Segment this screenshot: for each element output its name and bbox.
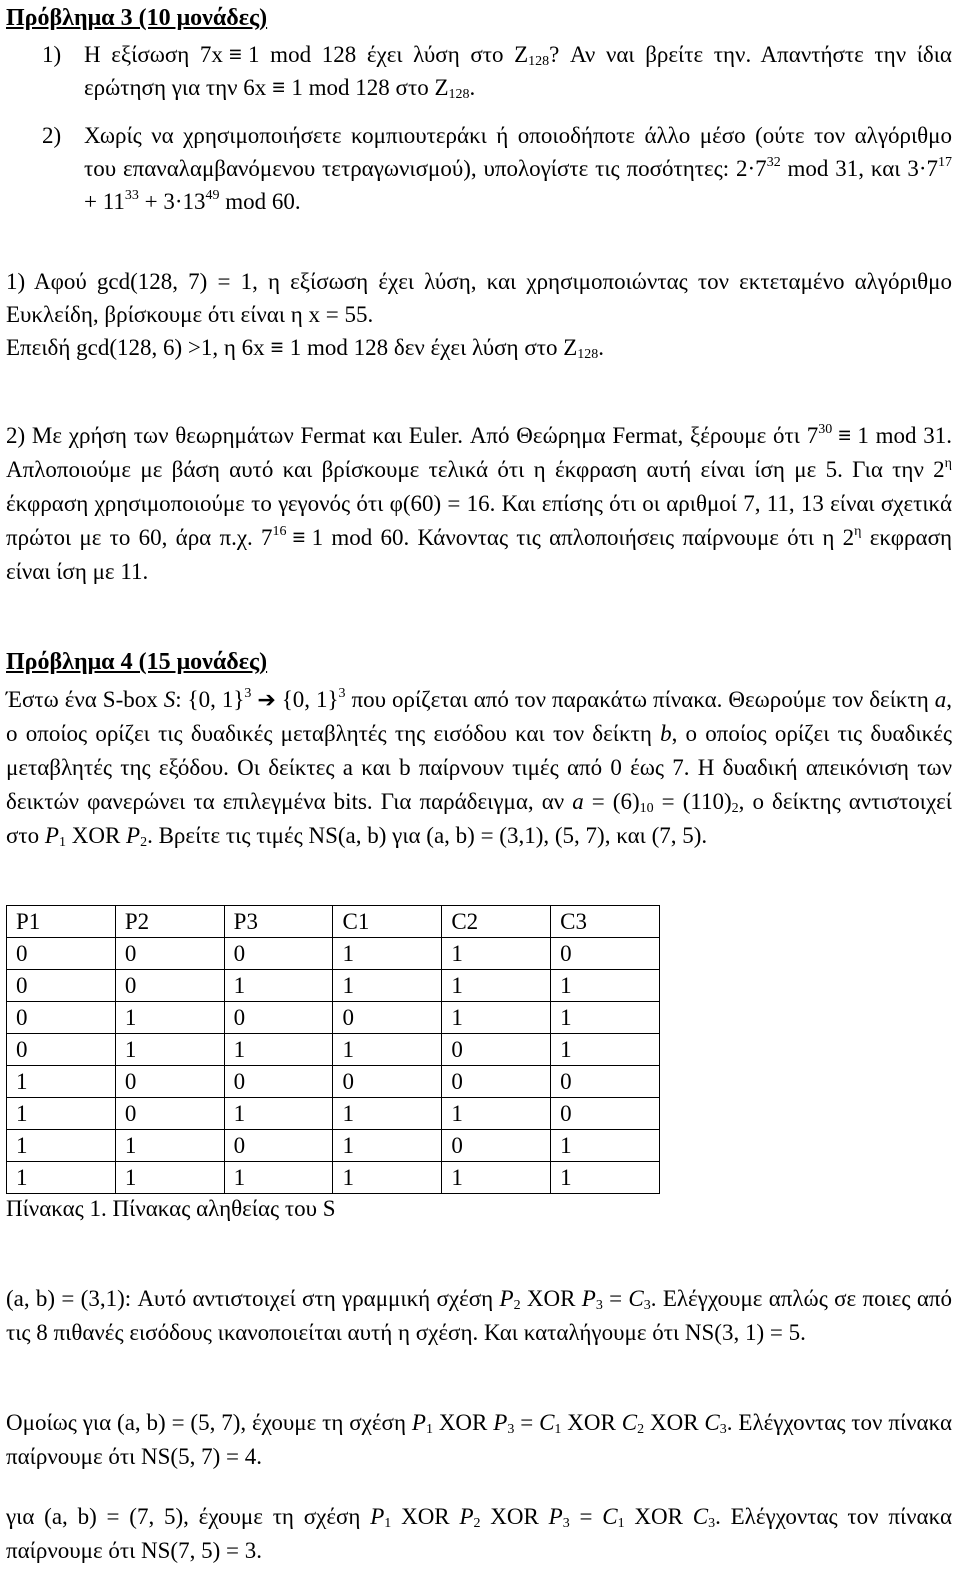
table-cell: 1 [551, 1162, 660, 1194]
table-cell: 0 [7, 1002, 116, 1034]
table-cell: 0 [115, 1066, 224, 1098]
table-cell: 1 [7, 1130, 116, 1162]
table-cell: 1 [115, 1034, 224, 1066]
answer-7-5 [6, 1500, 952, 1568]
table-cell: 1 [442, 970, 551, 1002]
answer-paragraph: (a, b) = (3,1): Αυτό αντιστοιχεί στη γραμμική σχέση $P_2$ XOR $P_3 = C_3$. Ελέγχουμε απλώς σε ποιες από τις 8 πιθανές εισόδους ικανοποιείται αυτή η σχέση. Και καταλήγουμε ότι NS(3, 1) = 5. [6, 1286, 953, 1345]
answer-paragraph: Ομοίως για (a, b) = (5, 7), έχουμε τη σχέση $P_1$ XOR $P_3 = C_1$ XOR $C_2$ XOR $C_3$. Ελέγχοντας τον πίνακα παίρνουμε ότι NS(5, 7) = 4. [6, 1410, 953, 1469]
problem3-answer-1 [6, 265, 952, 364]
table-cell: 1 [333, 1130, 442, 1162]
answer-paragraph: για (a, b) = (7, 5), έχουμε τη σχέση $P_1$ XOR $P_2$ XOR $P_3 = C_1$ XOR $C_3$. Ελέγχοντας τον πίνακα παίρνουμε ότι NS(7, 5) = 3. [6, 1504, 953, 1563]
problem4-heading [6, 648, 267, 676]
problem4-intro [6, 683, 952, 853]
table-cell: 0 [7, 1034, 116, 1066]
answer-5-7 [6, 1406, 952, 1474]
table-cell: 0 [333, 1002, 442, 1034]
table-cell: 1 [551, 1130, 660, 1162]
table-header-cell: P2 [115, 906, 224, 938]
table-cell: 0 [224, 938, 333, 970]
table-cell: 1 [442, 1162, 551, 1194]
table-cell: 1 [333, 970, 442, 1002]
problem3-question-2 [6, 119, 952, 218]
table-cell: 0 [442, 1066, 551, 1098]
table-row [7, 1002, 660, 1034]
truth-table-container [6, 905, 660, 1224]
table-row [7, 1162, 660, 1194]
table-cell: 1 [224, 1034, 333, 1066]
table-caption: Πίνακας 1. Πίνακας αληθείας του S [6, 1196, 336, 1221]
problem3-question-1 [6, 38, 952, 104]
problem3-answer-2 [6, 419, 952, 589]
table-row [7, 1098, 660, 1130]
table-cell: 0 [115, 1098, 224, 1130]
table-cell: 0 [7, 970, 116, 1002]
table-cell: 0 [7, 938, 116, 970]
table-cell: 1 [115, 1162, 224, 1194]
question-text: Χωρίς να χρησιμοποιήσετε κομπιουτεράκι ή οποιοδήποτε άλλο μέσο (ούτε τον αλγόριθμο του επαναλαμβανόμενου τετραγωνισμού), υπολογίστε τις ποσότητες: $2\cdot 7^{32}$ mod 31, και $3\cdot 7^{17} + 11^{33} + 3\cdot 13^{49}$ mod 60. [84, 123, 952, 214]
table-cell: 1 [333, 1162, 442, 1194]
question-number: 2) [42, 123, 62, 148]
table-cell: 1 [442, 1098, 551, 1130]
table-cell: 0 [115, 938, 224, 970]
table-cell: 1 [224, 1162, 333, 1194]
table-cell: 1 [7, 1066, 116, 1098]
table-row [7, 1130, 660, 1162]
answer-paragraph: 1) Αφού gcd(128, 7) = 1, η εξίσωση έχει λύση, και χρησιμοποιώντας τον εκτεταμένο αλγόριθμο Ευκλείδη, βρίσκουμε ότι είναι η x = 55. [6, 269, 952, 327]
table-header-cell: P3 [224, 906, 333, 938]
table-cell: 0 [551, 1098, 660, 1130]
answer-3-1 [6, 1282, 952, 1350]
table-row [7, 938, 660, 970]
table-row [7, 1034, 660, 1066]
congruence-symbol: ≡ [838, 423, 852, 448]
table-header-cell: C2 [442, 906, 551, 938]
congruence-symbol: ≡ [272, 75, 286, 100]
table-cell: 1 [333, 938, 442, 970]
table-cell: 0 [551, 1066, 660, 1098]
question-text: Η εξίσωση 7x ≡ 1 mod 128 έχει λύση στο $Z_{128}$? Αν ναι βρείτε την. Απαντήστε την ίδια ερώτηση για την 6x ≡ 1 mod 128 στο $Z_{128}$. [84, 38, 952, 104]
table-row [7, 1066, 660, 1098]
congruence-symbol: ≡ [270, 335, 284, 360]
table-row [7, 970, 660, 1002]
table-cell: 1 [115, 1130, 224, 1162]
table-cell: 0 [333, 1066, 442, 1098]
table-header-cell: C1 [333, 906, 442, 938]
table-cell: 1 [333, 1098, 442, 1130]
answer-paragraph: 2) Με χρήση των θεωρημάτων Fermat και Euler. Από Θεώρημα Fermat, ξέρουμε ότι $7^{30} \equiv 1$ mod 31. Απλοποιούμε με βάση αυτό και βρίσκουμε τελικά ότι η έκφραση αυτή είναι ίση με 5. Για την $2^\eta$ έκφραση χρησιμοποιούμε το γεγονός ότι φ(60) = 16. Και επίσης ότι οι αριθμοί 7, 11, 13 είναι σχετικά πρώτοι με το 60, άρα π.χ. $7^{16} \equiv 1$ mod 60. Κάνοντας τις απλοποιήσεις παίρνουμε ότι η $2^\eta$ εκφραση είναι ίση με 11. [6, 419, 952, 589]
problem4-title: Πρόβλημα 4 (15 μονάδες) [6, 649, 268, 675]
table-cell: 1 [7, 1162, 116, 1194]
table-cell: 1 [442, 1002, 551, 1034]
answer-paragraph: Επειδή gcd(128, 6) >1, η 6x ≡ 1 mod 128 δεν έχει λύση στο $Z_{128}$. [6, 331, 952, 364]
table-cell: 1 [551, 970, 660, 1002]
table-cell: 0 [224, 1130, 333, 1162]
table-cell: 1 [224, 970, 333, 1002]
table-cell: 0 [442, 1034, 551, 1066]
table-cell: 0 [224, 1002, 333, 1034]
table-cell: 0 [551, 938, 660, 970]
intro-paragraph: Έστω ένα S-box S: {0, 1}$^3$ ➔ {0, 1}$^3$ που ορίζεται από τον παρακάτω πίνακα. Θεωρούμε τον δείκτη a, ο οποίος ορίζει τις δυαδικές μεταβλητές της εισόδου και τον δείκτη b, ο οποίος ορίζει τις δυαδικές μεταβλητές της εξόδου. Οι δείκτες a και b παίρνουν τιμές από 0 έως 7. Η δυαδική απεικόνιση των δεικτών φανερώνει τα επιλεγμένα bits. Για παράδειγμα, αν $a = (6)_{10} = (110)_2$, ο δείκτης αντιστοιχεί στο $P_1$ XOR $P_2$. Βρείτε τις τιμές NS(a, b) για (a, b) = (3,1), (5, 7), και (7, 5). [6, 686, 952, 850]
congruence-symbol: ≡ [292, 525, 306, 550]
table-cell: 1 [551, 1034, 660, 1066]
table-cell: 0 [224, 1066, 333, 1098]
congruence-symbol: ≡ [228, 42, 243, 67]
arrow-icon: ➔ [257, 687, 276, 712]
table-cell: 1 [7, 1098, 116, 1130]
table-header-cell: C3 [551, 906, 660, 938]
problem3-heading [6, 4, 267, 32]
table-header-cell: P1 [7, 906, 116, 938]
table-cell: 0 [115, 970, 224, 1002]
table-cell: 1 [224, 1098, 333, 1130]
truth-table [6, 905, 660, 1194]
table-cell: 1 [551, 1002, 660, 1034]
table-cell: 1 [442, 938, 551, 970]
table-cell: 1 [115, 1002, 224, 1034]
table-cell: 0 [442, 1130, 551, 1162]
table-cell: 1 [333, 1034, 442, 1066]
question-number: 1) [42, 42, 62, 67]
table-header-row [7, 906, 660, 938]
problem3-title: Πρόβλημα 3 (10 μονάδες) [6, 5, 268, 31]
